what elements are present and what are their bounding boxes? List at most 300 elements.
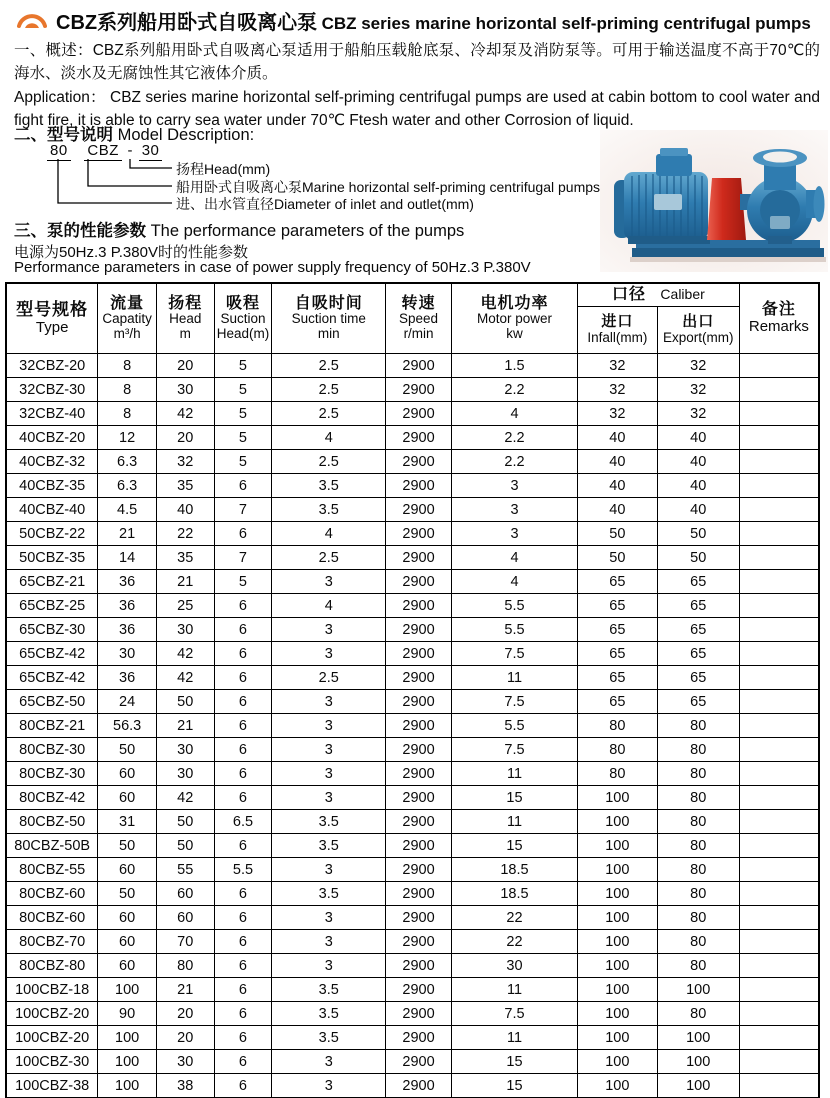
callout-inlet-outlet: 进、出水管直径Diameter of inlet and outlet(mm) [176,196,474,212]
cell-type: 80CBZ-60 [6,906,98,930]
cell-suction-time: 3 [272,642,386,666]
cell-type: 32CBZ-40 [6,402,98,426]
cell-head: 35 [156,546,214,570]
cell-type: 80CBZ-21 [6,714,98,738]
cell-remarks [739,906,819,930]
cell-speed: 2900 [386,1002,452,1026]
cell-remarks [739,954,819,978]
cell-capacity: 60 [98,954,157,978]
cell-capacity: 8 [98,354,157,378]
overview-paragraph-en: Application： CBZ series marine horizontal self-priming centrifugal pumps are used at cabin bottom to cool water and fight fire, it is able to carry sea water under 70℃ Ftesh water and other Corrosion of liquid. [14,89,820,129]
cell-inlet: 100 [577,978,657,1002]
cell-suction-time: 3.5 [272,498,386,522]
page-title-zh: CBZ系列船用卧式自吸离心泵 [56,12,318,34]
cell-speed: 2900 [386,810,452,834]
cell-capacity: 24 [98,690,157,714]
cell-remarks [739,714,819,738]
cell-inlet: 40 [577,474,657,498]
cell-speed: 2900 [386,786,452,810]
col-header-caliber [577,283,739,307]
cell-speed: 2900 [386,738,452,762]
cell-suction-head: 6 [214,714,272,738]
cell-inlet: 100 [577,954,657,978]
cell-outlet: 65 [657,690,739,714]
col-type-zh: 型号规格 [16,299,89,319]
cell-capacity: 8 [98,402,157,426]
cell-inlet: 65 [577,570,657,594]
cell-head: 32 [156,450,214,474]
cell-head: 20 [156,1002,214,1026]
cell-motor-power: 7.5 [451,642,577,666]
cell-outlet: 80 [657,930,739,954]
table-row [6,1026,819,1050]
table-row [6,618,819,642]
cell-capacity: 4.5 [98,498,157,522]
cell-motor-power: 3 [451,474,577,498]
cell-inlet: 40 [577,498,657,522]
table-row [6,906,819,930]
cell-motor-power: 4 [451,546,577,570]
cell-suction-time: 4 [272,594,386,618]
cell-motor-power: 7.5 [451,738,577,762]
cell-motor-power: 2.2 [451,378,577,402]
cell-inlet: 65 [577,690,657,714]
cell-speed: 2900 [386,402,452,426]
cell-motor-power: 11 [451,810,577,834]
cell-outlet: 65 [657,618,739,642]
cell-capacity: 50 [98,882,157,906]
power-supply-note-en: Performance parameters in case of power supply frequency of 50Hz.3 P.380V [14,259,531,276]
table-row [6,594,819,618]
cell-head: 22 [156,522,214,546]
cell-suction-head: 6 [214,690,272,714]
cell-suction-head: 6 [214,1074,272,1098]
col-motor-power-unit: kw [506,326,523,342]
cell-motor-power: 5.5 [451,618,577,642]
cell-capacity: 50 [98,738,157,762]
cell-capacity: 36 [98,666,157,690]
cell-inlet: 32 [577,378,657,402]
cell-type: 80CBZ-50B [6,834,98,858]
model-heading-zh: 二、型号说明 [14,126,113,144]
table-row [6,474,819,498]
col-motor-power-en: Motor power [476,311,552,327]
cell-suction-head: 6.5 [214,810,272,834]
cell-speed: 2900 [386,474,452,498]
cell-speed: 2900 [386,882,452,906]
cell-type: 65CBZ-21 [6,570,98,594]
cell-type: 80CBZ-30 [6,762,98,786]
cell-remarks [739,594,819,618]
cell-capacity: 31 [98,810,157,834]
cell-head: 42 [156,402,214,426]
cell-suction-time: 2.5 [272,402,386,426]
cell-speed: 2900 [386,1050,452,1074]
cell-capacity: 60 [98,930,157,954]
cell-type: 100CBZ-30 [6,1050,98,1074]
col-outlet-en: Export(mm) [662,329,734,345]
cell-head: 55 [156,858,214,882]
cell-motor-power: 1.5 [451,354,577,378]
cell-remarks [739,1002,819,1026]
cell-capacity: 6.3 [98,450,157,474]
cell-suction-head: 6 [214,786,272,810]
cell-outlet: 80 [657,858,739,882]
cell-suction-head: 6 [214,666,272,690]
cell-speed: 2900 [386,906,452,930]
cell-capacity: 36 [98,594,157,618]
cell-motor-power: 2.2 [451,450,577,474]
cell-inlet: 100 [577,786,657,810]
cell-inlet: 65 [577,618,657,642]
cell-capacity: 90 [98,1002,157,1026]
cell-suction-time: 3.5 [272,978,386,1002]
cell-remarks [739,426,819,450]
cell-type: 32CBZ-20 [6,354,98,378]
cell-speed: 2900 [386,426,452,450]
cell-suction-head: 6 [214,522,272,546]
cell-suction-head: 6 [214,762,272,786]
cell-suction-head: 6 [214,474,272,498]
col-header-suction-time [272,283,386,354]
cell-outlet: 50 [657,546,739,570]
cell-speed: 2900 [386,546,452,570]
cell-head: 30 [156,618,214,642]
col-header-head [156,283,214,354]
cell-remarks [739,690,819,714]
col-speed-en: Speed [399,311,439,327]
cell-outlet: 80 [657,834,739,858]
cell-inlet: 100 [577,1074,657,1098]
table-row [6,882,819,906]
cell-suction-head: 7 [214,546,272,570]
col-header-inlet [577,307,657,354]
cell-inlet: 100 [577,882,657,906]
cell-outlet: 65 [657,642,739,666]
cell-head: 70 [156,930,214,954]
cell-suction-head: 6 [214,738,272,762]
table-row [6,666,819,690]
cell-suction-time: 3 [272,906,386,930]
col-header-remarks [739,283,819,354]
callout-head: 扬程Head(mm) [176,161,271,177]
cell-remarks [739,930,819,954]
cell-capacity: 36 [98,570,157,594]
cell-capacity: 100 [98,1026,157,1050]
col-speed-unit: r/min [403,326,434,342]
cell-suction-head: 5 [214,426,272,450]
cell-inlet: 65 [577,666,657,690]
cell-head: 21 [156,714,214,738]
cell-capacity: 60 [98,762,157,786]
cell-motor-power: 5.5 [451,714,577,738]
cell-capacity: 60 [98,786,157,810]
table-row [6,810,819,834]
col-speed-zh: 转速 [401,294,436,312]
cell-speed: 2900 [386,378,452,402]
cell-remarks [739,978,819,1002]
cell-speed: 2900 [386,834,452,858]
table-row [6,426,819,450]
cell-motor-power: 15 [451,834,577,858]
col-header-type [6,283,98,354]
cell-remarks [739,858,819,882]
cell-outlet: 80 [657,906,739,930]
col-header-outlet [657,307,739,354]
cell-inlet: 80 [577,762,657,786]
cell-speed: 2900 [386,690,452,714]
table-row [6,786,819,810]
col-suction-time-en: Suction time [291,311,366,327]
cell-outlet: 80 [657,738,739,762]
cell-remarks [739,450,819,474]
cell-suction-head: 5 [214,378,272,402]
table-row [6,858,819,882]
col-header-motor-power [451,283,577,354]
cell-motor-power: 4 [451,570,577,594]
model-code-diagram [30,142,630,242]
table-row [6,738,819,762]
cell-suction-time: 2.5 [272,546,386,570]
cell-speed: 2900 [386,978,452,1002]
cell-remarks [739,522,819,546]
cell-outlet: 100 [657,1026,739,1050]
cell-outlet: 65 [657,594,739,618]
table-row [6,714,819,738]
col-head-en: Head [169,311,202,327]
table-row [6,522,819,546]
cell-type: 80CBZ-30 [6,738,98,762]
table-row [6,1074,819,1098]
cell-suction-head: 6 [214,618,272,642]
cell-capacity: 8 [98,378,157,402]
cell-suction-time: 3 [272,858,386,882]
cell-head: 21 [156,978,214,1002]
col-suction-head-unit: Head(m) [216,326,270,342]
cell-head: 60 [156,882,214,906]
col-caliber-zh: 口径 [611,286,646,304]
cell-suction-time: 3 [272,786,386,810]
cell-motor-power: 11 [451,978,577,1002]
cell-suction-head: 6 [214,1026,272,1050]
cell-type: 100CBZ-20 [6,1026,98,1050]
cell-head: 21 [156,570,214,594]
cell-speed: 2900 [386,930,452,954]
cell-motor-power: 22 [451,906,577,930]
cell-head: 42 [156,666,214,690]
cell-motor-power: 5.5 [451,594,577,618]
cell-inlet: 100 [577,906,657,930]
cell-suction-head: 6 [214,906,272,930]
cell-remarks [739,834,819,858]
cell-motor-power: 7.5 [451,690,577,714]
cell-type: 65CBZ-25 [6,594,98,618]
cell-remarks [739,666,819,690]
col-suction-time-unit: min [317,326,340,342]
cell-suction-head: 5 [214,450,272,474]
table-row [6,354,819,378]
cell-suction-time: 3 [272,954,386,978]
cell-suction-time: 3.5 [272,882,386,906]
table-row [6,1002,819,1026]
cell-inlet: 80 [577,738,657,762]
performance-table-body [6,354,819,1098]
table-row [6,978,819,1002]
cell-type: 40CBZ-32 [6,450,98,474]
cell-capacity: 50 [98,834,157,858]
page-title-en: CBZ series marine horizontal self-priming centrifugal pumps [321,14,811,33]
cell-capacity: 100 [98,978,157,1002]
cell-type: 40CBZ-20 [6,426,98,450]
cell-outlet: 80 [657,810,739,834]
col-inlet-zh: 进口 [601,313,634,331]
table-row [6,378,819,402]
cell-suction-time: 2.5 [272,378,386,402]
cell-suction-head: 5 [214,402,272,426]
performance-heading-zh: 三、泵的性能参数 [14,222,146,240]
cell-speed: 2900 [386,666,452,690]
cell-outlet: 100 [657,1074,739,1098]
cell-suction-head: 6 [214,882,272,906]
cell-head: 35 [156,474,214,498]
col-capacity-zh: 流量 [110,294,145,312]
cell-inlet: 65 [577,642,657,666]
cell-type: 40CBZ-40 [6,498,98,522]
cell-speed: 2900 [386,450,452,474]
cell-remarks [739,1026,819,1050]
cell-outlet: 80 [657,1002,739,1026]
cell-suction-head: 7 [214,498,272,522]
table-row [6,402,819,426]
cell-inlet: 100 [577,810,657,834]
cell-head: 30 [156,762,214,786]
cell-capacity: 21 [98,522,157,546]
cell-suction-time: 3 [272,570,386,594]
cell-inlet: 100 [577,1002,657,1026]
col-suction-time-zh: 自吸时间 [294,294,363,312]
callout-series: 船用卧式自吸离心泵Marine horizontal self-priming centrifugal pumps [176,179,601,195]
col-header-suction-head [214,283,272,354]
cell-motor-power: 4 [451,402,577,426]
cell-speed: 2900 [386,498,452,522]
cell-head: 50 [156,690,214,714]
cell-type: 80CBZ-50 [6,810,98,834]
cell-type: 50CBZ-35 [6,546,98,570]
cell-speed: 2900 [386,954,452,978]
cell-capacity: 100 [98,1074,157,1098]
cell-type: 80CBZ-55 [6,858,98,882]
table-row [6,930,819,954]
performance-table [5,282,820,1098]
cell-suction-time: 3 [272,738,386,762]
cell-inlet: 100 [577,1050,657,1074]
col-suction-head-zh: 吸程 [225,294,260,312]
arc-sunrise-icon [14,9,50,33]
col-capacity-unit: m³/h [113,326,141,342]
cell-capacity: 30 [98,642,157,666]
cell-suction-head: 6 [214,1002,272,1026]
cell-type: 65CBZ-30 [6,618,98,642]
cell-head: 20 [156,426,214,450]
cell-capacity: 6.3 [98,474,157,498]
cell-suction-time: 2.5 [272,354,386,378]
cell-type: 100CBZ-18 [6,978,98,1002]
table-row [6,570,819,594]
cell-inlet: 100 [577,858,657,882]
cell-outlet: 40 [657,498,739,522]
cell-remarks [739,1074,819,1098]
cell-head: 30 [156,1050,214,1074]
cell-inlet: 32 [577,402,657,426]
cell-suction-head: 6 [214,978,272,1002]
cell-motor-power: 11 [451,1026,577,1050]
cell-outlet: 40 [657,474,739,498]
cell-head: 30 [156,378,214,402]
cell-suction-head: 6 [214,1050,272,1074]
table-row [6,690,819,714]
cell-capacity: 12 [98,426,157,450]
cell-suction-time: 3 [272,714,386,738]
col-suction-head-en: Suction [220,311,266,327]
cell-outlet: 80 [657,762,739,786]
table-row [6,498,819,522]
cell-suction-head: 6 [214,930,272,954]
cell-remarks [739,810,819,834]
cell-outlet: 65 [657,666,739,690]
cell-speed: 2900 [386,858,452,882]
cell-motor-power: 11 [451,666,577,690]
cell-motor-power: 15 [451,1050,577,1074]
cell-motor-power: 18.5 [451,858,577,882]
cell-head: 80 [156,954,214,978]
cell-head: 20 [156,354,214,378]
col-capacity-en: Capatity [102,311,152,327]
cell-remarks [739,354,819,378]
cell-remarks [739,474,819,498]
cell-outlet: 100 [657,978,739,1002]
cell-outlet: 80 [657,786,739,810]
cell-remarks [739,402,819,426]
cell-suction-time: 3 [272,618,386,642]
cell-head: 20 [156,1026,214,1050]
cell-inlet: 65 [577,594,657,618]
cell-suction-time: 3 [272,690,386,714]
cell-suction-time: 4 [272,426,386,450]
table-row [6,762,819,786]
cell-motor-power: 3 [451,498,577,522]
cell-suction-head: 6 [214,954,272,978]
cell-capacity: 60 [98,858,157,882]
cell-speed: 2900 [386,522,452,546]
cell-inlet: 100 [577,930,657,954]
col-head-unit: m [179,326,191,342]
cell-suction-time: 3 [272,762,386,786]
cell-suction-head: 5 [214,354,272,378]
model-code-series: CBZ [84,142,122,161]
cell-motor-power: 3 [451,522,577,546]
cell-speed: 2900 [386,594,452,618]
model-code-dash: - [127,142,134,159]
cell-remarks [739,1050,819,1074]
cell-outlet: 65 [657,570,739,594]
cell-head: 30 [156,738,214,762]
cell-suction-time: 3.5 [272,1026,386,1050]
cell-type: 32CBZ-30 [6,378,98,402]
cell-suction-head: 5.5 [214,858,272,882]
cell-remarks [739,546,819,570]
model-code [30,142,162,161]
cell-motor-power: 18.5 [451,882,577,906]
